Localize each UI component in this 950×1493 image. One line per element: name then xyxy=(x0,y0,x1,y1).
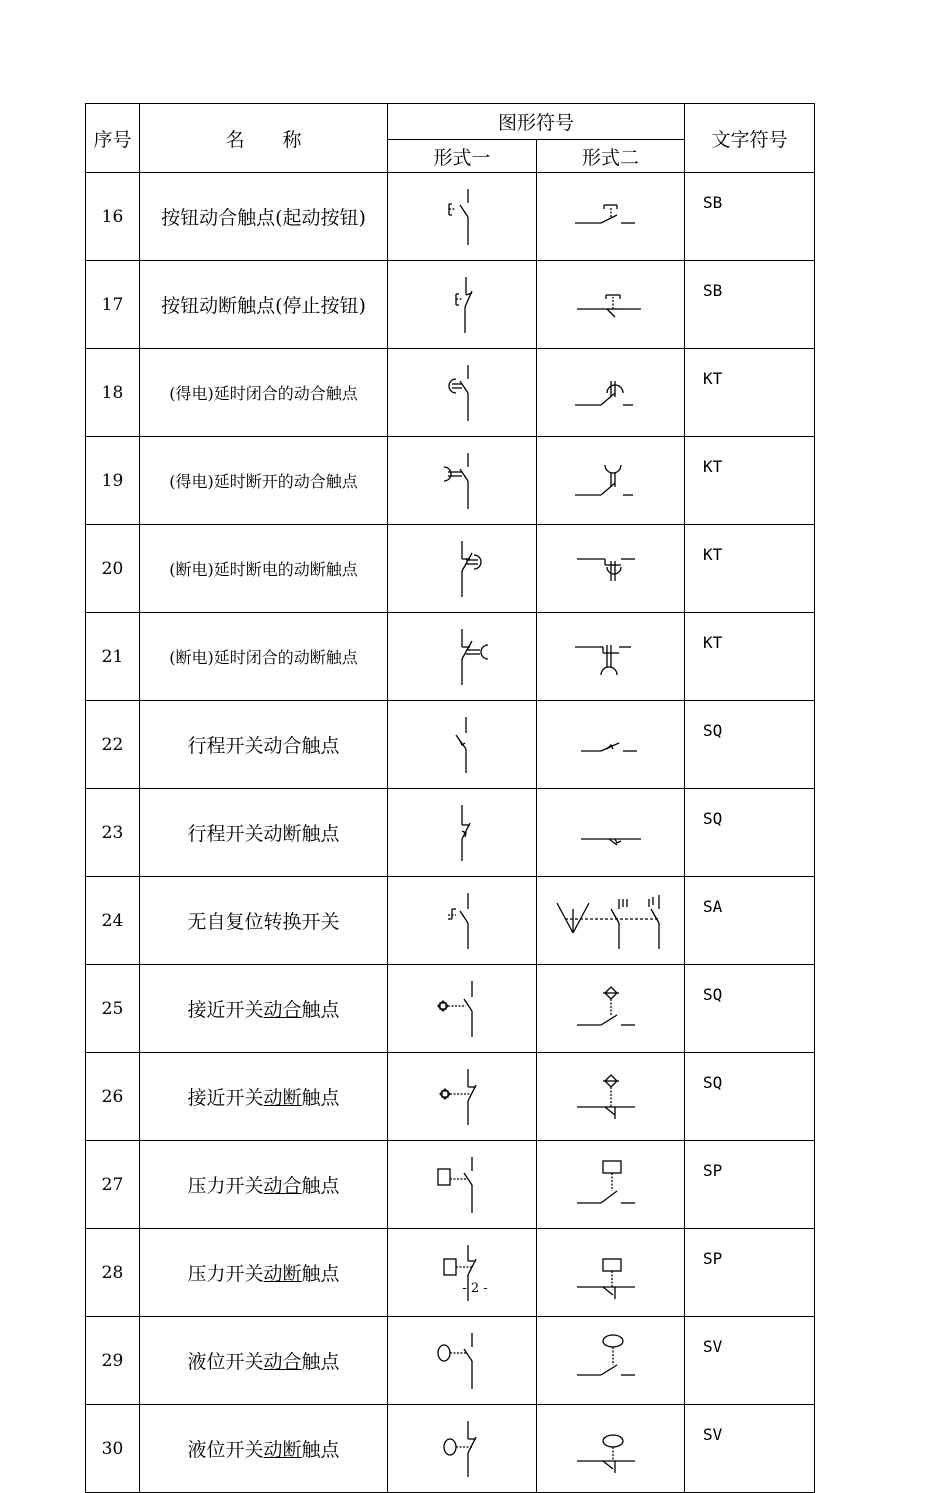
name-underlined: 动断 xyxy=(263,1263,302,1285)
form2-cell xyxy=(537,1405,685,1493)
limit-switch-nc-icon xyxy=(571,813,651,853)
table-row xyxy=(86,613,815,701)
form2-cell xyxy=(537,437,685,525)
on-delay-no-contact-icon xyxy=(432,363,492,423)
name-text: 液位开关 xyxy=(187,1439,264,1461)
form2-cell xyxy=(537,1317,685,1405)
level-switch-nc-icon xyxy=(432,1419,492,1479)
text-symbol: SP xyxy=(685,1141,815,1229)
row-number: 20 xyxy=(86,525,140,613)
form2-cell xyxy=(537,877,685,965)
row-name: 行程开关动合触点 xyxy=(140,701,388,789)
name-underlined: 动合 xyxy=(263,1175,302,1197)
pressure-switch-no-icon xyxy=(432,1155,492,1215)
row-name xyxy=(140,1053,388,1141)
selector-switch-icon xyxy=(432,891,492,951)
row-number: 22 xyxy=(86,701,140,789)
name-text: 液位开关 xyxy=(187,1351,264,1373)
row-number: 28 xyxy=(86,1229,140,1317)
table-row xyxy=(86,173,815,261)
row-number: 19 xyxy=(86,437,140,525)
text-symbol: SV xyxy=(685,1405,815,1493)
name-text: 触点 xyxy=(301,1439,340,1461)
text-symbol: SB xyxy=(685,173,815,261)
level-switch-nc-icon xyxy=(571,1421,651,1477)
form2-cell xyxy=(537,701,685,789)
row-name: (断电)延时断电的动断触点 xyxy=(140,525,388,613)
row-name: 按钮动断触点(停止按钮) xyxy=(140,261,388,349)
name-text: 触点 xyxy=(301,1263,340,1285)
text-symbol: SQ xyxy=(685,701,815,789)
name-text: 触点 xyxy=(301,999,340,1021)
form2-cell xyxy=(537,1229,685,1317)
header-form1: 形式一 xyxy=(388,140,537,173)
row-name: (断电)延时闭合的动断触点 xyxy=(140,613,388,701)
table-row xyxy=(86,1053,815,1141)
row-name xyxy=(140,1405,388,1493)
form2-cell xyxy=(537,1053,685,1141)
row-number: 27 xyxy=(86,1141,140,1229)
row-name: (得电)延时断开的动合触点 xyxy=(140,437,388,525)
pressure-switch-no-icon xyxy=(571,1157,651,1213)
form2-cell xyxy=(537,965,685,1053)
pushbutton-no-contact-icon xyxy=(571,197,651,237)
row-number: 24 xyxy=(86,877,140,965)
text-symbol: KT xyxy=(685,613,815,701)
limit-switch-no-icon xyxy=(432,715,492,775)
form1-cell xyxy=(388,1317,537,1405)
form1-cell xyxy=(388,965,537,1053)
on-delay-open-no-contact-icon xyxy=(571,461,651,501)
header-graphic: 图形符号 xyxy=(388,104,685,140)
form2-cell xyxy=(537,349,685,437)
table-row xyxy=(86,1229,815,1317)
name-text: 压力开关 xyxy=(187,1175,264,1197)
on-delay-no-contact-icon xyxy=(571,373,651,413)
row-number: 23 xyxy=(86,789,140,877)
name-underlined: 动合 xyxy=(263,1351,302,1373)
form2-cell xyxy=(537,525,685,613)
text-symbol: SQ xyxy=(685,1053,815,1141)
form1-cell xyxy=(388,1405,537,1493)
table-row xyxy=(86,261,815,349)
form1-cell xyxy=(388,173,537,261)
row-name: 无自复位转换开关 xyxy=(140,877,388,965)
row-number: 29 xyxy=(86,1317,140,1405)
form1-cell xyxy=(388,1229,537,1317)
row-number: 30 xyxy=(86,1405,140,1493)
text-symbol: KT xyxy=(685,525,815,613)
name-text: 触点 xyxy=(301,1175,340,1197)
row-number: 21 xyxy=(86,613,140,701)
form1-cell xyxy=(388,1053,537,1141)
form2-cell xyxy=(537,261,685,349)
header-form2: 形式二 xyxy=(537,140,685,173)
form1-cell xyxy=(388,525,537,613)
form1-cell xyxy=(388,349,537,437)
text-symbol: SQ xyxy=(685,965,815,1053)
row-name xyxy=(140,1141,388,1229)
form1-cell xyxy=(388,789,537,877)
form1-cell xyxy=(388,1141,537,1229)
row-name xyxy=(140,965,388,1053)
name-text: 触点 xyxy=(301,1087,340,1109)
table-row xyxy=(86,525,815,613)
form2-cell xyxy=(537,173,685,261)
name-text: 触点 xyxy=(301,1351,340,1373)
text-symbol: SB xyxy=(685,261,815,349)
form1-cell xyxy=(388,613,537,701)
limit-switch-no-icon xyxy=(571,725,651,765)
header-text-symbol: 文字符号 xyxy=(685,104,815,173)
row-name xyxy=(140,1317,388,1405)
row-name: 按钮动合触点(起动按钮) xyxy=(140,173,388,261)
form1-cell xyxy=(388,877,537,965)
off-delay-nc-contact-icon xyxy=(571,549,651,589)
name-underlined: 动合 xyxy=(263,999,302,1021)
name-underlined: 动断 xyxy=(263,1087,302,1109)
proximity-switch-nc-icon xyxy=(432,1067,492,1127)
table-row xyxy=(86,437,815,525)
level-switch-no-icon xyxy=(571,1333,651,1389)
table-row xyxy=(86,965,815,1053)
text-symbol: KT xyxy=(685,437,815,525)
limit-switch-nc-icon xyxy=(432,803,492,863)
header-seq: 序号 xyxy=(86,104,140,173)
row-number: 16 xyxy=(86,173,140,261)
table-row xyxy=(86,1317,815,1405)
row-name: 行程开关动断触点 xyxy=(140,789,388,877)
row-number: 18 xyxy=(86,349,140,437)
pushbutton-nc-contact-icon xyxy=(432,275,492,335)
pushbutton-nc-contact-icon xyxy=(571,285,651,325)
form2-cell xyxy=(537,1141,685,1229)
table-row xyxy=(86,1405,815,1493)
on-delay-open-no-contact-icon xyxy=(432,451,492,511)
proximity-switch-no-icon xyxy=(571,981,651,1037)
table-row xyxy=(86,701,815,789)
proximity-switch-nc-icon xyxy=(571,1069,651,1125)
pushbutton-no-contact-icon xyxy=(432,187,492,247)
name-text: 接近开关 xyxy=(187,999,264,1021)
text-symbol: SA xyxy=(685,877,815,965)
form2-cell xyxy=(537,613,685,701)
text-symbol: SQ xyxy=(685,789,815,877)
off-delay-close-nc-contact-icon xyxy=(432,627,492,687)
row-number: 17 xyxy=(86,261,140,349)
name-text: 压力开关 xyxy=(187,1263,264,1285)
level-switch-no-icon xyxy=(432,1331,492,1391)
off-delay-close-nc-contact-icon xyxy=(571,635,651,679)
name-underlined: 动断 xyxy=(263,1439,302,1461)
form1-cell xyxy=(388,261,537,349)
table-row xyxy=(86,1141,815,1229)
off-delay-nc-contact-icon xyxy=(432,539,492,599)
table-row xyxy=(86,349,815,437)
form1-cell xyxy=(388,701,537,789)
row-name: (得电)延时闭合的动合触点 xyxy=(140,349,388,437)
text-symbol: SV xyxy=(685,1317,815,1405)
proximity-switch-no-icon xyxy=(432,979,492,1039)
name-text: 接近开关 xyxy=(187,1087,264,1109)
row-number: 26 xyxy=(86,1053,140,1141)
table-row xyxy=(86,789,815,877)
table-row xyxy=(86,877,815,965)
text-symbol: KT xyxy=(685,349,815,437)
row-number: 25 xyxy=(86,965,140,1053)
form1-cell xyxy=(388,437,537,525)
row-name xyxy=(140,1229,388,1317)
page-number: - 2 - xyxy=(462,1281,488,1296)
selector-switch-multi-icon xyxy=(555,891,667,951)
form2-cell xyxy=(537,789,685,877)
text-symbol: SP xyxy=(685,1229,815,1317)
header-name: 名 称 xyxy=(140,104,388,173)
